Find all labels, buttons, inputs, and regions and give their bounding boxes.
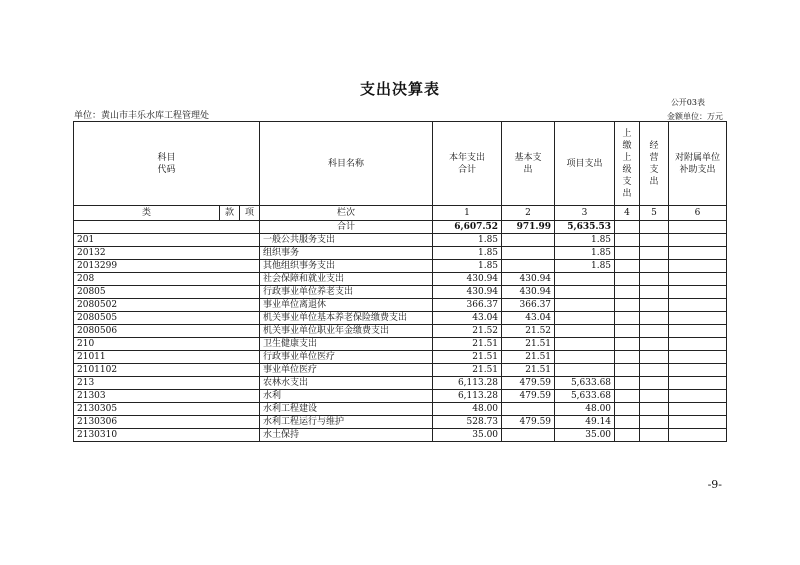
row-total: 21.51 — [433, 364, 502, 377]
row-subsidiary — [669, 338, 727, 351]
row-code: 2013299 — [74, 260, 260, 273]
header-total: 本年支出 合计 — [433, 122, 502, 206]
table-row — [74, 325, 727, 338]
row-basic: 21.51 — [502, 364, 555, 377]
row-project — [555, 312, 615, 325]
row-total: 6,113.28 — [433, 390, 502, 403]
column-label: 栏次 — [260, 206, 433, 221]
row-subsidiary — [669, 286, 727, 299]
row-code: 213 — [74, 377, 260, 390]
total-sum: 6,607.52 — [433, 221, 502, 234]
total-row — [74, 221, 727, 234]
table-row — [74, 312, 727, 325]
row-project: 5,633.68 — [555, 390, 615, 403]
row-code: 20132 — [74, 247, 260, 260]
row-name: 机关事业单位基本养老保险缴费支出 — [260, 312, 433, 325]
row-upper — [615, 234, 640, 247]
row-basic: 479.59 — [502, 416, 555, 429]
total-basic: 971.99 — [502, 221, 555, 234]
row-project — [555, 364, 615, 377]
row-project — [555, 351, 615, 364]
row-subsidiary — [669, 364, 727, 377]
row-subsidiary — [669, 325, 727, 338]
row-subsidiary — [669, 247, 727, 260]
row-name: 社会保障和就业支出 — [260, 273, 433, 286]
table-row — [74, 299, 727, 312]
row-name: 行政事业单位养老支出 — [260, 286, 433, 299]
row-total: 21.51 — [433, 351, 502, 364]
row-code: 2130310 — [74, 429, 260, 442]
row-subsidiary — [669, 429, 727, 442]
row-code: 20805 — [74, 286, 260, 299]
row-name: 农林水支出 — [260, 377, 433, 390]
row-code: 21303 — [74, 390, 260, 403]
header-xiang: 项 — [240, 206, 260, 221]
row-total: 430.94 — [433, 273, 502, 286]
page-number: -9- — [707, 478, 722, 491]
table-row — [74, 429, 727, 442]
header-subsidiary: 对附属单位 补助支出 — [669, 122, 727, 206]
row-code: 2130305 — [74, 403, 260, 416]
row-upper — [615, 273, 640, 286]
row-upper — [615, 403, 640, 416]
row-basic — [502, 260, 555, 273]
header-upper: 上缴上级支出 — [615, 122, 640, 206]
row-name: 水利工程运行与维护 — [260, 416, 433, 429]
row-code: 201 — [74, 234, 260, 247]
row-basic: 21.51 — [502, 338, 555, 351]
row-total: 48.00 — [433, 403, 502, 416]
col-num-3: 3 — [555, 206, 615, 221]
row-project — [555, 273, 615, 286]
row-basic — [502, 247, 555, 260]
row-subsidiary — [669, 299, 727, 312]
row-total: 6,113.28 — [433, 377, 502, 390]
row-project: 1.85 — [555, 234, 615, 247]
row-upper — [615, 338, 640, 351]
row-name: 水利 — [260, 390, 433, 403]
col-num-1: 1 — [433, 206, 502, 221]
row-total: 430.94 — [433, 286, 502, 299]
row-name: 组织事务 — [260, 247, 433, 260]
row-subsidiary — [669, 312, 727, 325]
row-code: 2080505 — [74, 312, 260, 325]
row-code: 210 — [74, 338, 260, 351]
row-code: 2080502 — [74, 299, 260, 312]
row-upper — [615, 416, 640, 429]
table-row — [74, 377, 727, 390]
column-number-row — [74, 206, 727, 221]
row-basic — [502, 403, 555, 416]
row-name: 行政事业单位医疗 — [260, 351, 433, 364]
page-title: 支出决算表 — [359, 80, 440, 98]
row-basic — [502, 234, 555, 247]
row-upper — [615, 260, 640, 273]
header-project: 项目支出 — [555, 122, 615, 206]
row-total: 366.37 — [433, 299, 502, 312]
form-code: 公开03表 — [670, 98, 705, 107]
row-business — [640, 247, 669, 260]
col-num-6: 6 — [669, 206, 727, 221]
row-name: 水利工程建设 — [260, 403, 433, 416]
row-business — [640, 312, 669, 325]
row-project: 35.00 — [555, 429, 615, 442]
row-name: 一般公共服务支出 — [260, 234, 433, 247]
row-total: 1.85 — [433, 260, 502, 273]
row-business — [640, 416, 669, 429]
header-code: 科目 代码 — [74, 122, 260, 206]
row-business — [640, 338, 669, 351]
row-basic: 21.52 — [502, 325, 555, 338]
row-total: 528.73 — [433, 416, 502, 429]
row-name: 水土保持 — [260, 429, 433, 442]
header-basic: 基本支 出 — [502, 122, 555, 206]
row-upper — [615, 390, 640, 403]
row-business — [640, 286, 669, 299]
col-num-5: 5 — [640, 206, 669, 221]
row-basic: 366.37 — [502, 299, 555, 312]
table-row — [74, 390, 727, 403]
row-subsidiary — [669, 260, 727, 273]
row-total: 1.85 — [433, 234, 502, 247]
unit-label: 单位：黄山市丰乐水库工程管理处 — [74, 111, 210, 121]
row-name: 事业单位离退休 — [260, 299, 433, 312]
row-code: 2080506 — [74, 325, 260, 338]
row-subsidiary — [669, 416, 727, 429]
header-lei: 类 — [74, 206, 220, 221]
row-business — [640, 273, 669, 286]
header-kuan: 款 — [220, 206, 240, 221]
table-row — [74, 364, 727, 377]
row-project: 49.14 — [555, 416, 615, 429]
row-subsidiary — [669, 234, 727, 247]
row-subsidiary — [669, 390, 727, 403]
row-total: 1.85 — [433, 247, 502, 260]
row-basic: 43.04 — [502, 312, 555, 325]
row-name: 事业单位医疗 — [260, 364, 433, 377]
row-basic: 430.94 — [502, 286, 555, 299]
row-project — [555, 286, 615, 299]
total-business — [640, 221, 669, 234]
row-project — [555, 325, 615, 338]
row-upper — [615, 351, 640, 364]
col-num-4: 4 — [615, 206, 640, 221]
row-name: 机关事业单位职业年金缴费支出 — [260, 325, 433, 338]
row-total: 21.52 — [433, 325, 502, 338]
row-code: 21011 — [74, 351, 260, 364]
row-project: 5,633.68 — [555, 377, 615, 390]
row-basic: 21.51 — [502, 351, 555, 364]
row-code: 2130306 — [74, 416, 260, 429]
row-name: 卫生健康支出 — [260, 338, 433, 351]
row-upper — [615, 429, 640, 442]
total-upper — [615, 221, 640, 234]
table-row — [74, 403, 727, 416]
table-row — [74, 273, 727, 286]
row-code: 208 — [74, 273, 260, 286]
row-basic — [502, 429, 555, 442]
row-subsidiary — [669, 273, 727, 286]
row-upper — [615, 377, 640, 390]
total-blank — [74, 221, 260, 234]
row-project — [555, 338, 615, 351]
row-upper — [615, 247, 640, 260]
row-project — [555, 299, 615, 312]
amount-unit: 金额单位：万元 — [667, 112, 723, 121]
table-row — [74, 338, 727, 351]
table-row — [74, 286, 727, 299]
row-business — [640, 299, 669, 312]
table-row — [74, 351, 727, 364]
total-label: 合计 — [260, 221, 433, 234]
header-row — [74, 122, 727, 206]
row-business — [640, 325, 669, 338]
row-business — [640, 351, 669, 364]
row-total: 21.51 — [433, 338, 502, 351]
row-business — [640, 377, 669, 390]
table-row — [74, 247, 727, 260]
col-num-2: 2 — [502, 206, 555, 221]
row-basic: 479.59 — [502, 390, 555, 403]
row-total: 35.00 — [433, 429, 502, 442]
row-subsidiary — [669, 377, 727, 390]
row-subsidiary — [669, 403, 727, 416]
total-project: 5,635.53 — [555, 221, 615, 234]
row-business — [640, 429, 669, 442]
row-subsidiary — [669, 351, 727, 364]
expenditure-table — [73, 121, 727, 442]
row-project: 1.85 — [555, 247, 615, 260]
table-row — [74, 260, 727, 273]
row-business — [640, 403, 669, 416]
row-basic: 430.94 — [502, 273, 555, 286]
row-total: 43.04 — [433, 312, 502, 325]
row-upper — [615, 286, 640, 299]
row-code: 2101102 — [74, 364, 260, 377]
header-name: 科目名称 — [260, 122, 433, 206]
row-business — [640, 364, 669, 377]
row-upper — [615, 312, 640, 325]
row-upper — [615, 299, 640, 312]
row-business — [640, 234, 669, 247]
row-name: 其他组织事务支出 — [260, 260, 433, 273]
row-project: 48.00 — [555, 403, 615, 416]
row-basic: 479.59 — [502, 377, 555, 390]
row-business — [640, 260, 669, 273]
header-business: 经营支出 — [640, 122, 669, 206]
table-row — [74, 234, 727, 247]
total-subsidiary — [669, 221, 727, 234]
row-upper — [615, 364, 640, 377]
row-business — [640, 390, 669, 403]
row-upper — [615, 325, 640, 338]
table-row — [74, 416, 727, 429]
row-project: 1.85 — [555, 260, 615, 273]
